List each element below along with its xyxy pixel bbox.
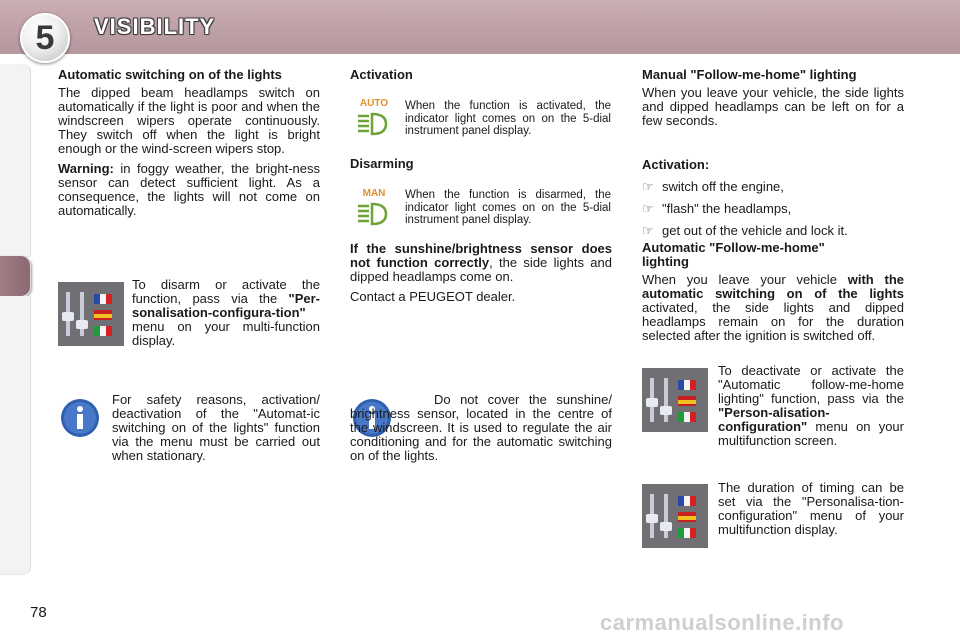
auto-label: AUTO xyxy=(359,98,389,109)
chapter-tab-2[interactable] xyxy=(0,112,31,163)
chapter-number-badge: 5 xyxy=(20,13,70,63)
header-divider xyxy=(0,54,960,57)
col1-info-text xyxy=(112,393,320,469)
warning-paragraph xyxy=(58,162,320,218)
auto-fmh-heading: Automatic "Follow-me-home" lighting xyxy=(642,240,825,269)
deactivate-fmh-text-block xyxy=(718,364,904,454)
col2-info-text xyxy=(350,393,612,469)
sensor-fault-rest: , the side lights and dipped headlamps come on. xyxy=(350,255,612,284)
warning-text: in foggy weather, the bright-ness sensor can detect sufficient light. As a consequence, the lights will not come on automatically. xyxy=(58,161,320,218)
deactivate-fmh-text: To deactivate or activate the "Automatic follow-me-home lighting" function, pass via the "Person-alisation-configuration" menu on your multifunction screen. xyxy=(718,363,904,448)
chapter-tab-3[interactable] xyxy=(0,162,31,213)
chapter-tab-6[interactable] xyxy=(0,296,31,347)
manual-fmh-heading: Manual "Follow-me-home" lighting xyxy=(642,67,857,82)
manual-follow-me-home xyxy=(642,68,904,246)
disarming-text-block xyxy=(405,189,611,233)
info-icon xyxy=(60,398,100,438)
safety-note: For safety reasons, activation/ deactivation of the "Automat-ic switching on of the lights" function via the menu must be carried out when stationary. xyxy=(112,392,320,463)
settings-sliders-flags-icon xyxy=(642,484,708,548)
col1-menu-text xyxy=(132,278,320,354)
settings-sliders-flags-icon xyxy=(642,368,708,432)
watermark: carmanualsonline.info xyxy=(600,610,844,635)
menu-text-pre: To disarm or activate the function, pass via the xyxy=(132,277,320,306)
auto-lighting-text: The dipped beam headlamps switch on automatically if the light is poor and when the windscreen wipers operate continuously. They switch off when the light is bright enough or the wind-screen wipers stop. xyxy=(58,85,320,156)
man-label: MAN xyxy=(362,188,386,199)
pointing-hand-icon: ☞ xyxy=(642,179,654,194)
sensor-cover-note: Do not cover the sunshine/ brightness sensor, located in the centre of the windscreen. It is used to regulate the air conditioning and for the automatic switching on of the lights. xyxy=(350,392,612,463)
activation-steps xyxy=(642,180,904,238)
activation-section xyxy=(350,68,612,86)
duration-text: The duration of timing can be set via the "Personalisa-tion-configuration" menu of your multifunction display. xyxy=(718,480,904,537)
list-item: ☞ switch off the engine, xyxy=(642,179,784,194)
manual-fmh-text: When you leave your vehicle, the side lights and dipped headlamps can be left on for a few seconds. xyxy=(642,85,904,128)
pointing-hand-icon: ☞ xyxy=(642,201,654,216)
auto-lighting-heading: Automatic switching on of the lights xyxy=(58,67,282,82)
personalisation-menu-name: "Person-alisation-configuration" xyxy=(718,405,830,434)
chapter-tab-9[interactable] xyxy=(0,446,31,497)
list-item: ☞ get out of the vehicle and lock it. xyxy=(642,223,848,238)
duration-text-block xyxy=(718,481,904,543)
man-headlamp-indicator-icon xyxy=(352,186,396,232)
chapter-tab-8[interactable] xyxy=(0,396,31,447)
sensor-fault-text xyxy=(350,242,612,284)
chapter-tab-4[interactable] xyxy=(0,212,31,257)
pointing-hand-icon: ☞ xyxy=(642,223,654,238)
activation-text: When the function is activated, the indicator light comes on on the 5-dial instrument panel display. xyxy=(405,100,611,137)
personalisation-menu-name: "Per-sonalisation-configura-tion" xyxy=(132,291,320,320)
warning-label: Warning: xyxy=(58,161,114,176)
auto-follow-me-home xyxy=(642,241,904,349)
chapter-tab-11[interactable] xyxy=(0,540,31,575)
disarming-text: When the function is disarmed, the indicator light comes on on the 5-dial instrument panel display. xyxy=(405,189,611,226)
chapter-tab-10[interactable] xyxy=(0,496,31,541)
fmh-activation-heading: Activation: xyxy=(642,157,710,172)
contact-dealer: Contact a PEUGEOT dealer. xyxy=(350,289,516,304)
auto-headlamp-indicator-icon xyxy=(352,96,396,142)
chapter-tab-5-active[interactable] xyxy=(0,256,31,297)
sensor-fault-section xyxy=(350,242,612,310)
list-item: ☞ "flash" the headlamps, xyxy=(642,201,792,216)
chapter-tab-1[interactable] xyxy=(0,64,31,113)
activation-text-block xyxy=(405,100,611,144)
page-number: 78 xyxy=(30,604,47,621)
col1-intro xyxy=(58,68,320,224)
disarming-section xyxy=(350,157,612,175)
sensor-fault-bold: If the sunshine/brightness sensor does not function correctly xyxy=(350,241,612,270)
settings-sliders-flags-icon xyxy=(58,282,124,346)
chapter-tab-7[interactable] xyxy=(0,346,31,397)
menu-text-post: menu on your multi-function display. xyxy=(132,319,320,348)
disarming-heading: Disarming xyxy=(350,156,414,171)
page-title: VISIBILITY xyxy=(94,14,216,39)
activation-heading: Activation xyxy=(350,67,413,82)
auto-fmh-bold: with the automatic switching on of the lights xyxy=(642,272,905,301)
auto-fmh-text: When you leave your vehicle with the automatic switching on of the lights activated, the side lights and dipped headlamps remain on for the duration selected after the ignition is switched off. xyxy=(642,272,905,343)
